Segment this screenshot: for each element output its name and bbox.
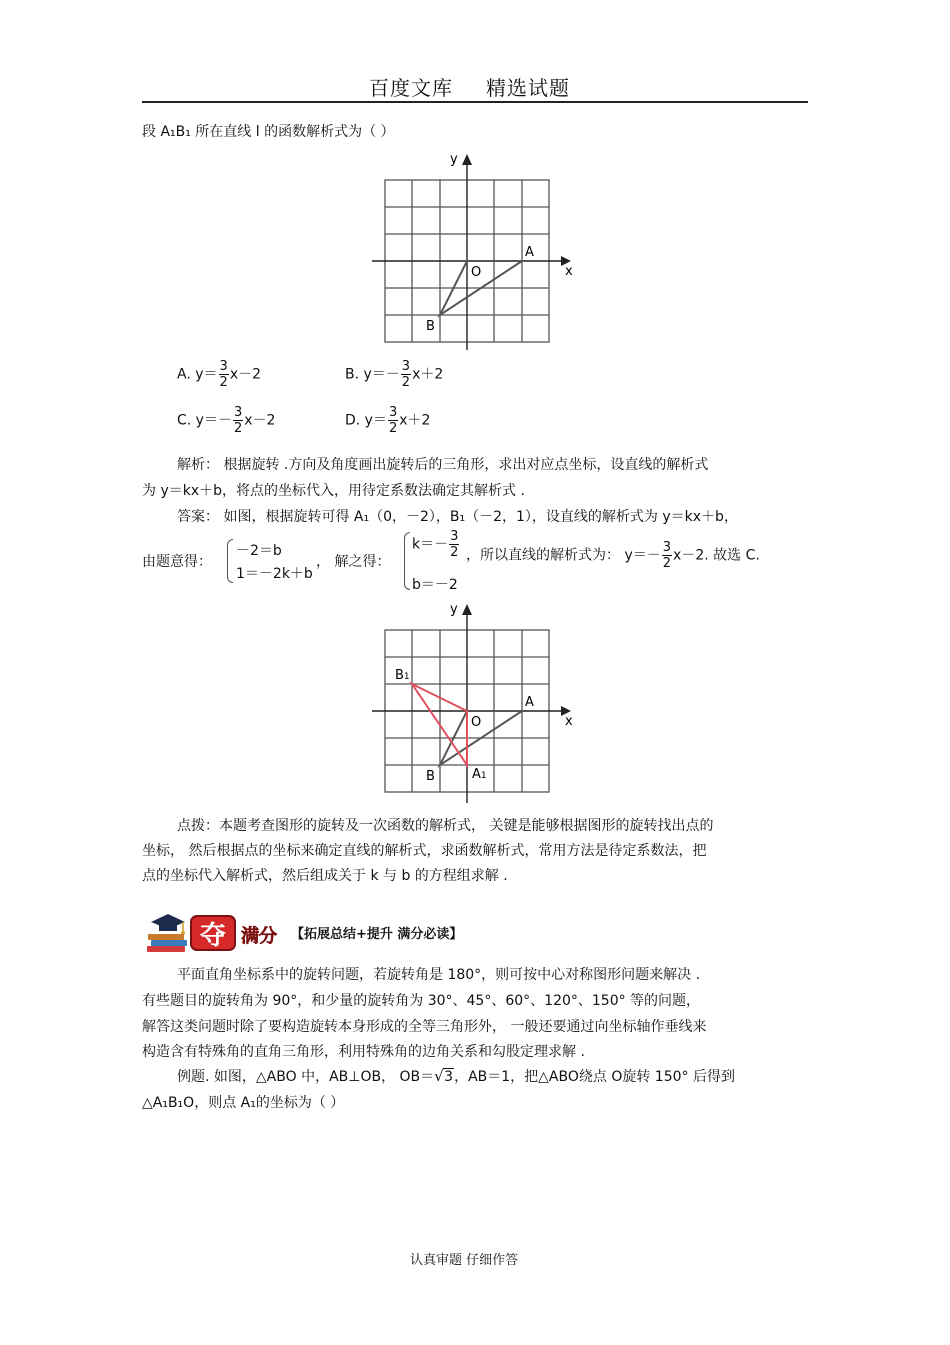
banner (145, 908, 505, 958)
graph-2 (370, 600, 580, 805)
example-line-1 (177, 1066, 735, 1086)
graph-1-a-label: A (525, 245, 534, 260)
system-brace-1 (227, 539, 233, 583)
graph-1-b-label: B (426, 319, 435, 334)
header-right: 精选试题 (486, 76, 570, 100)
option-d-fraction: $\frac{3}{2}$ (388, 405, 398, 436)
graph-2-x-label: x (565, 714, 573, 729)
banner-tag: 【拓展总结+提升 满分必读】 (291, 927, 463, 942)
question-text: 段 A₁B₁ 所在直线 l 的函数解析式为（ ） (142, 124, 395, 140)
graph-1-x-label: x (565, 264, 573, 279)
solution-k (412, 530, 460, 559)
banner-title-badge (189, 912, 281, 954)
system-eq-2: 1＝－2k＋b (236, 566, 313, 582)
option-b-fraction: $\frac{3}{2}$ (401, 359, 411, 390)
option-b (345, 360, 443, 389)
tip-line-1: 点拨：本题考查图形的旋转及一次函数的解析式， 关键是能够根据图形的旋转找出点的 (177, 818, 714, 834)
option-a (177, 360, 261, 389)
graph-1-o-label: O (471, 265, 482, 280)
graph-2-b1-label: B1 (395, 668, 410, 683)
system-eq-1: －2＝b (236, 543, 282, 559)
summary-line-1: 平面直角坐标系中的旋转问题，若旋转角是 180°，则可按中心对称图形问题来解决 . (177, 967, 701, 983)
graph-2-b-label: B (426, 769, 435, 784)
graph-2-a-label: A (525, 695, 534, 710)
summary-line-4: 构造含有特殊角的直角三角形，利用特殊角的边角关系和勾股定理求解 . (142, 1044, 585, 1060)
example-post: ，AB＝1，把△ABO绕点 O旋转 150° 后得到 (454, 1069, 735, 1085)
solution-b: b＝－2 (412, 577, 458, 593)
system-brace-2 (404, 532, 410, 590)
option-d (345, 406, 430, 435)
solution-k-fraction: $\frac{3}{2}$ (450, 529, 459, 560)
analysis-line-1: 解析： 根据旋转 .方向及角度画出旋转后的三角形，求出对应点坐标，设直线的解析式 (177, 457, 709, 473)
header-left: 百度文库 (369, 76, 453, 100)
example-line-2: △A₁B₁O，则点 A₁的坐标为（ ） (142, 1095, 345, 1111)
conclusion-fraction: $\frac{3}{2}$ (662, 540, 672, 571)
conclusion-prefix: ，所以直线的解析式为： y＝－ (466, 547, 661, 564)
answer-solve-label: ， 解之得： (316, 554, 391, 570)
option-c-fraction: $\frac{3}{2}$ (233, 405, 243, 436)
analysis-line-2: 为 y＝kx＋b，将点的坐标代入，用待定系数法确定其解析式 . (142, 483, 525, 499)
sqrt-symbol: √ 3 (434, 1067, 454, 1085)
solution-k-prefix: k＝－ (412, 536, 449, 553)
option-d-suffix: x＋2 (399, 412, 431, 429)
answer-conclusion (466, 541, 760, 570)
option-c-suffix: x－2 (244, 412, 276, 429)
tip-line-3: 点的坐标代入解析式，然后组成关于 k 与 b 的方程组求解 . (142, 868, 508, 884)
option-b-suffix: x＋2 (412, 366, 444, 383)
summary-line-2: 有些题目的旋转角为 90°，和少量的旋转角为 30°、45°、60°、120°、150° 等的问题， (142, 993, 701, 1009)
option-a-suffix: x－2 (229, 366, 262, 383)
option-d-prefix: D. y＝ (345, 412, 387, 429)
svg-text:满分: 满分 (241, 926, 277, 947)
footer-text: 认真审题 仔细作答 (410, 1253, 519, 1268)
option-a-prefix: A. y＝ (177, 366, 218, 383)
graph-2-a1-label: A1 (472, 767, 487, 782)
tip-line-2: 坐标， 然后根据点的坐标来确定直线的解析式，求函数解析式，常用方法是待定系数法，把 (142, 843, 707, 859)
option-b-prefix: B. y＝－ (345, 366, 400, 383)
summary-line-3: 解答这类问题时除了要构造旋转本身形成的全等三角形外， 一般还要通过向坐标轴作垂线来 (142, 1019, 707, 1035)
option-c (177, 406, 275, 435)
graph-2-o-label: O (471, 715, 482, 730)
example-pre: 例题. 如图，△ABO 中，AB⊥OB， OB＝ (177, 1069, 435, 1085)
option-c-prefix: C. y＝－ (177, 412, 232, 429)
svg-text:夺: 夺 (199, 921, 227, 951)
graph-1 (370, 150, 580, 350)
books-icon (145, 910, 191, 954)
graph-1-y-label: y (450, 152, 458, 167)
header-rule (142, 101, 808, 103)
graph-2-y-label: y (450, 602, 458, 617)
answer-line-1: 答案： 如图，根据旋转可得 A₁（0，－2），B₁（－2，1），设直线的解析式为 y＝kx＋b， (177, 509, 738, 525)
option-a-fraction: $\frac{3}{2}$ (219, 359, 228, 390)
answer-intro: 由题意得： (142, 554, 212, 570)
conclusion-suffix: x－2. 故选 C. (673, 547, 760, 564)
